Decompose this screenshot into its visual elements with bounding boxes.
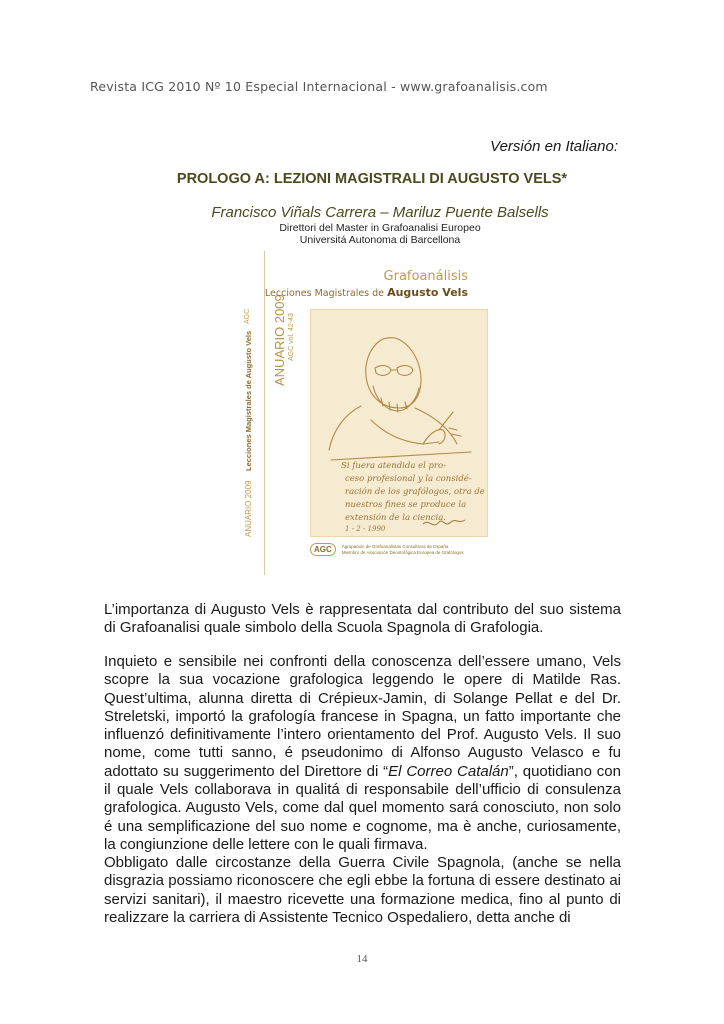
paragraph-2-part-1: Inquieto e sensibile nei confronti della conoscenza dell’essere umano, Vels scopre la sua vocazione grafologica leggendo le opere di Matilde Ras. Quest’ultima, alunna diretta di Crépieux-Jamin, di Solange Pellat e del Dr. Streletski, importó la grafología francese in Spagna, un fatto importante che influenzó definitivamente l’intero orientamento del Prof. Augusto Vels. Il suo nome, come tutti sanno, é pseudonimo di Alfonso Augusto Velasco e fu adottato su suggerimento del Direttore di “ [104,653,621,780]
paragraph-2 [104,653,621,854]
spine-title: Lecciones Magistrales de Augusto Vels [244,330,253,471]
book-cover-image [234,251,492,575]
agc-logo: AGC [310,543,336,556]
version-label: Versión en Italiano: [490,138,618,155]
handwriting-line-1: Si fuera atendida el pro- [341,461,447,471]
article-title: PROLOGO A: LEZIONI MAGISTRALI DI AUGUSTO VELS* [176,171,568,187]
front-anuario: ANUARIO 2009 [272,294,287,386]
agc-footer-logo [310,543,464,556]
spine-divider [264,251,265,575]
cover-brand [265,269,468,299]
agc-text [342,544,464,556]
paragraph-1: L’importanza di Augusto Vels è rappresentata dal contributo del suo sistema di Grafoanalisi quale simbolo della Scuola Spagnola di Grafologia. [104,601,621,637]
portrait-sketch [310,309,488,537]
newspaper-name: El Correo Catalán [388,762,509,780]
handwriting-date: 1 - 2 - 1990 [345,525,386,533]
spine-agc: AGC [244,308,251,324]
brand-sub-text: Lecciones Magistrales de [264,288,385,299]
brand-name: Grafoanálisis [383,269,468,284]
agc-line-1: Agrupación de Grafoanalistas Consultivos de España [341,543,449,549]
portrait-drawing [311,310,487,536]
brand-subtitle [265,286,468,299]
handwriting-line-4: nuestros fines se produce la [345,500,467,510]
running-header: Revista ICG 2010 Nº 10 Especial Internacional - www.grafoanalisis.com [90,79,548,94]
affiliation-line-2: Universitá Autonoma di Barcellona [299,234,461,246]
spine-anuario: ANUARIO 2009 [244,480,253,537]
handwriting-line-3: ración de los grafólogos, otra de [345,487,485,497]
paragraph-3: Obbligato dalle circostanze della Guerra Civile Spagnola, (anche se nella disgrazia possiamo riconoscere che egli ebbe la fortuna di essere destinato ai servizi sanitari), il maestro ricevette una formazione medica, fino al punto di realizzare la carriera di Assistente Tecnico Ospedaliero, detta anche di [104,854,621,926]
handwriting-line-5: extensión de la ciencia. [345,513,447,523]
agc-line-2: Miembro de Asociación Deontológica Europea de Grafólogos [341,549,464,555]
affiliation-line-1: Direttori del Master in Grafoanalisi Europeo [279,222,481,234]
brand-sub-bold: Augusto Vels [387,286,468,299]
paragraph-2-part-2: ”, quotidiano con il quale Vels collaborava in qualitá di responsabile dell’ufficio di consulenza grafologica. Augusto Vels, come dal quel momento sará conosciuto, non solo é una semplificazione del suo nome e cognome, ma è anche, curiosamente, la congiunzione delle lettere con le quali firmava. [104,762,621,853]
front-agc: AGC vol. 42-43 [288,313,295,361]
handwriting-line-2: ceso profesional y la considé- [345,474,472,484]
page-number: 14 [356,953,368,965]
authors: Francisco Viñals Carrera – Mariluz Puente Balsells [211,204,549,221]
